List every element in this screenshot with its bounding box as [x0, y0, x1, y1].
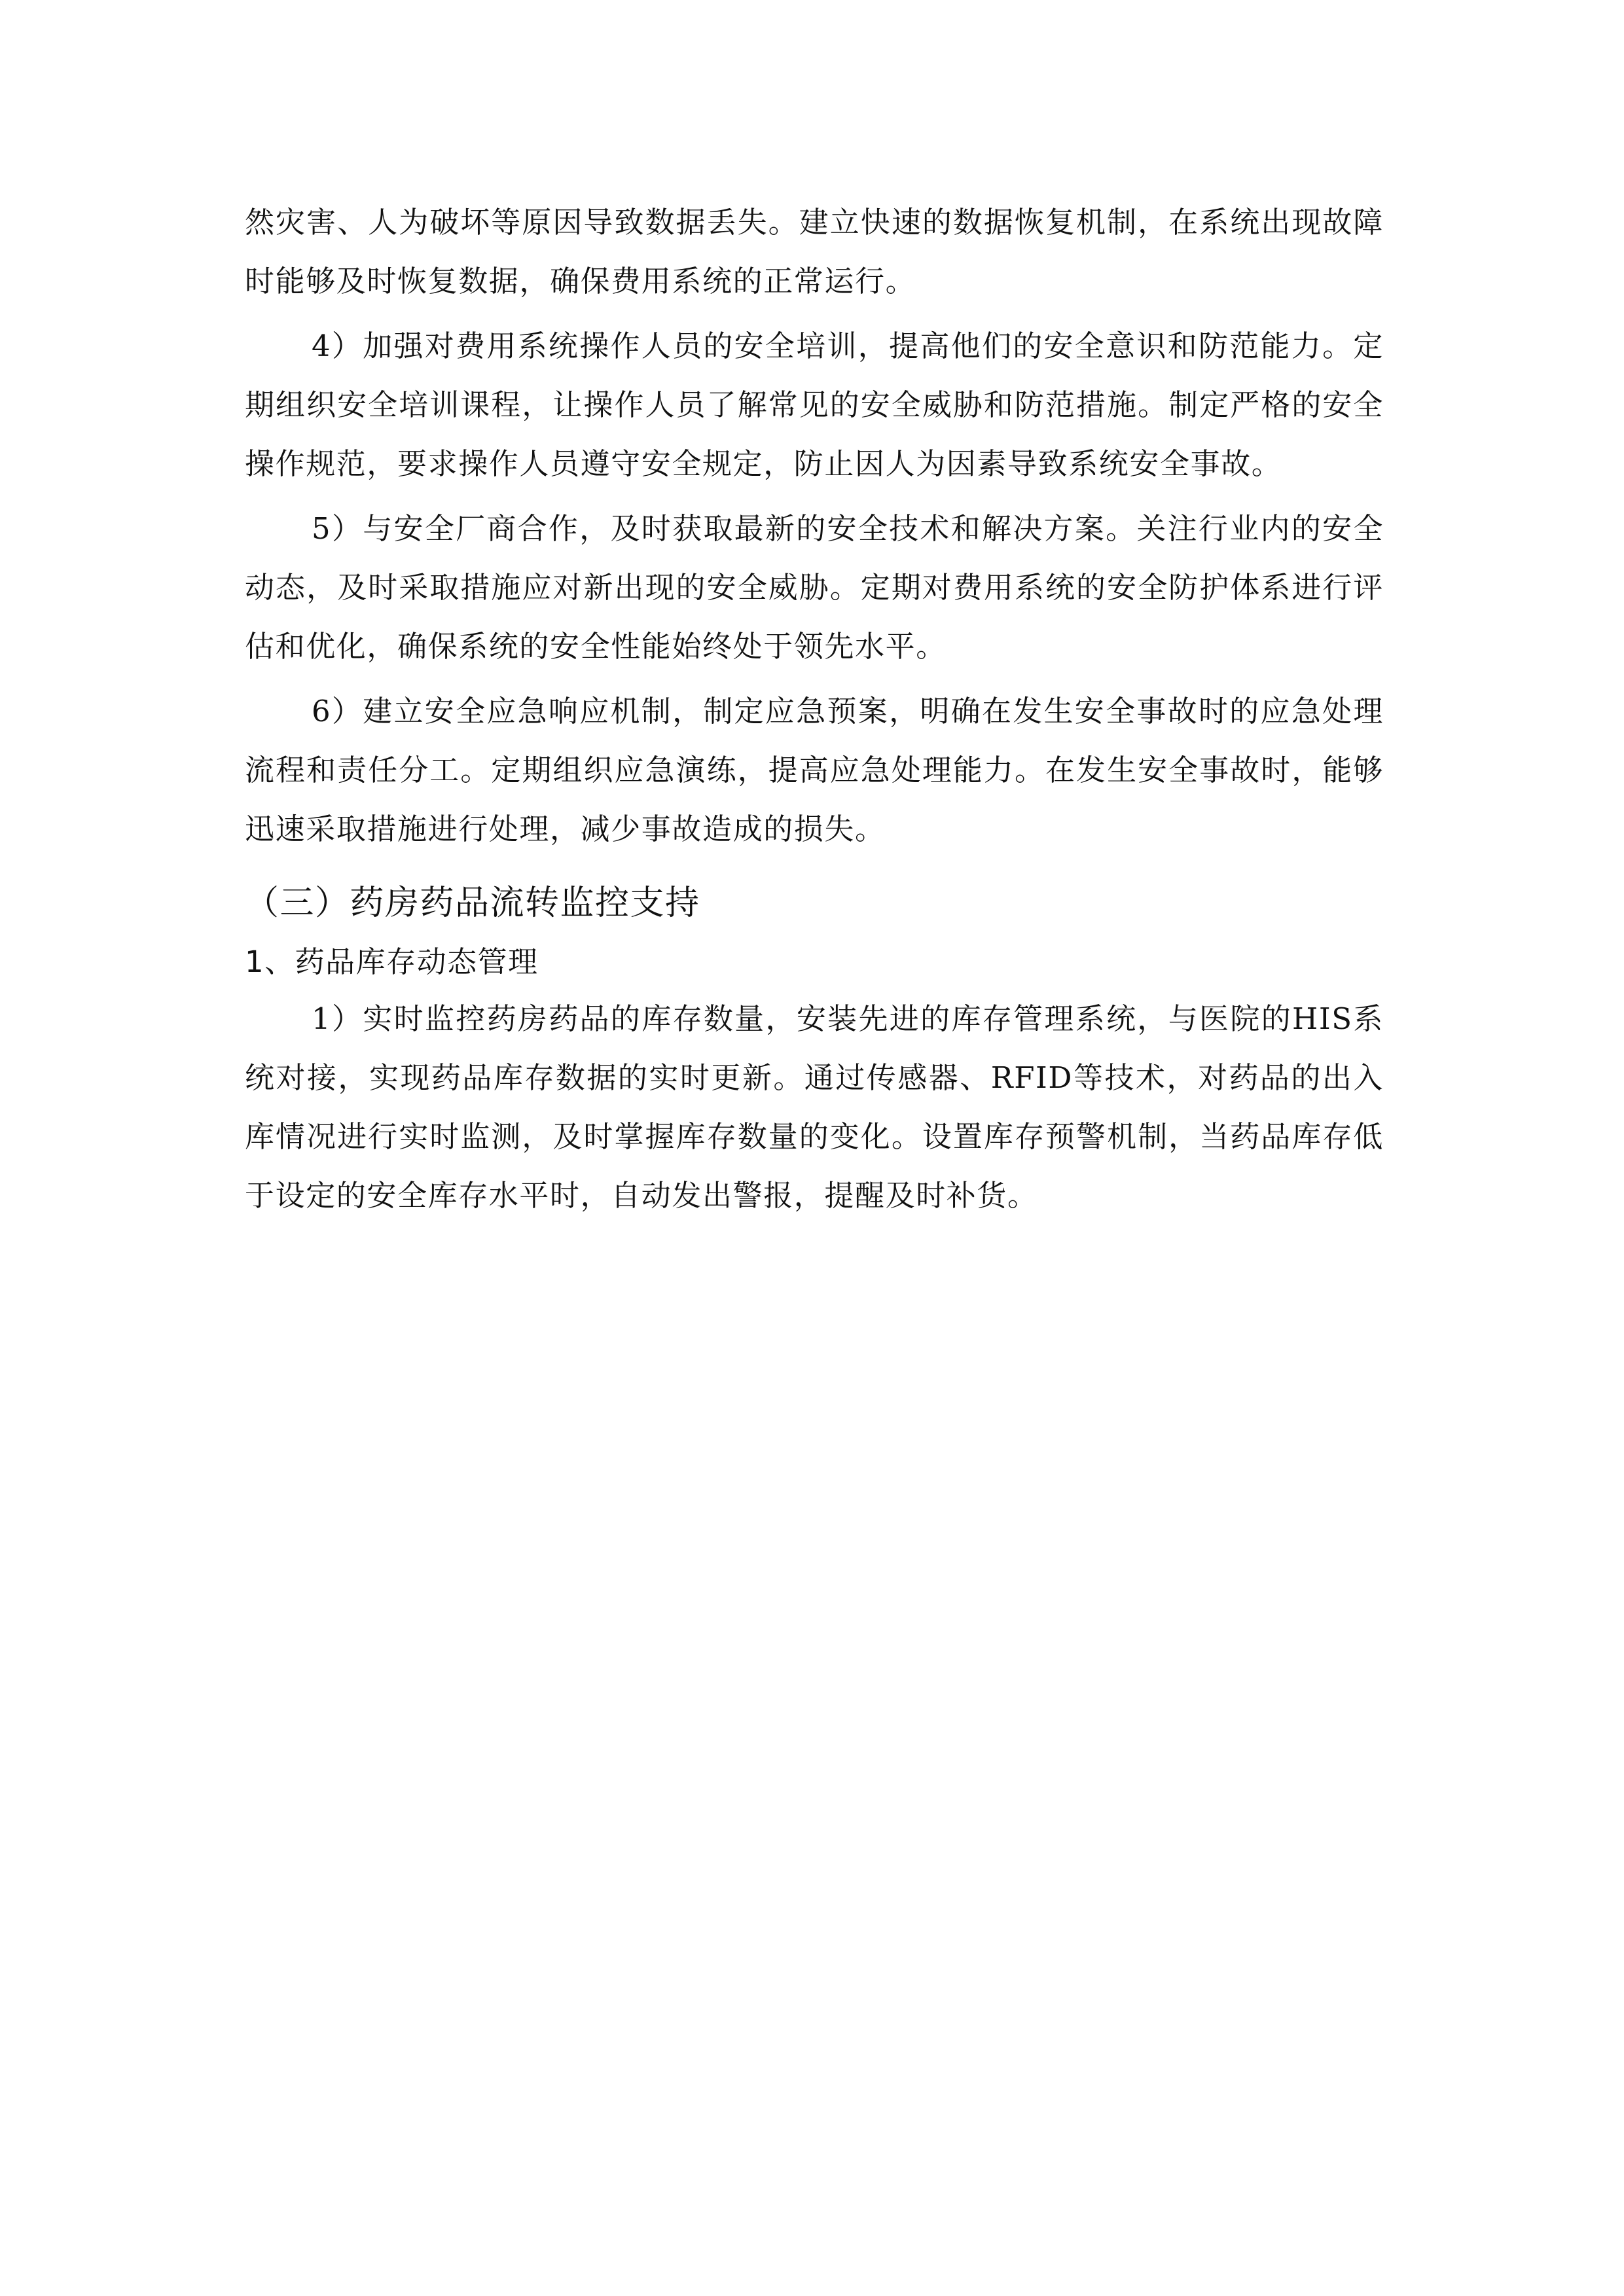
subsection-heading: 1、药品库存动态管理 [245, 944, 539, 979]
paragraph-item-6: 6）建立安全应急响应机制，制定应急预案，明确在发生安全事故时的应急处理流程和责任分工。定期组织应急演练，提高应急处理能力。在发生安全事故时，能够迅速采取措施进行处理，减少事故造成的损失。 [245, 694, 1384, 846]
paragraph-continuation: 然灾害、人为破坏等原因导致数据丢失。建立快速的数据恢复机制，在系统出现故障时能够及时恢复数据，确保费用系统的正常运行。 [245, 205, 1384, 298]
document-body [245, 193, 1384, 1225]
paragraph-item-1: 1）实时监控药房药品的库存数量，安装先进的库存管理系统，与医院的HIS系统对接，实现药品库存数据的实时更新。通过传感器、RFID等技术，对药品的出入库情况进行实时监测，及时掌握库存数量的变化。设置库存预警机制，当药品库存低于设定的安全库存水平时，自动发出警报，提醒及时补货。 [245, 1001, 1384, 1213]
paragraph-item-4: 4）加强对费用系统操作人员的安全培训，提高他们的安全意识和防范能力。定期组织安全培训课程，让操作人员了解常见的安全威胁和防范措施。制定严格的安全操作规范，要求操作人员遵守安全规定，防止因人为因素导致系统安全事故。 [245, 329, 1384, 481]
section-heading: （三）药房药品流转监控支持 [245, 884, 700, 923]
paragraph-item-5: 5）与安全厂商合作，及时获取最新的安全技术和解决方案。关注行业内的安全动态，及时采取措施应对新出现的安全威胁。定期对费用系统的安全防护体系进行评估和优化，确保系统的安全性能始终处于领先水平。 [245, 511, 1384, 664]
